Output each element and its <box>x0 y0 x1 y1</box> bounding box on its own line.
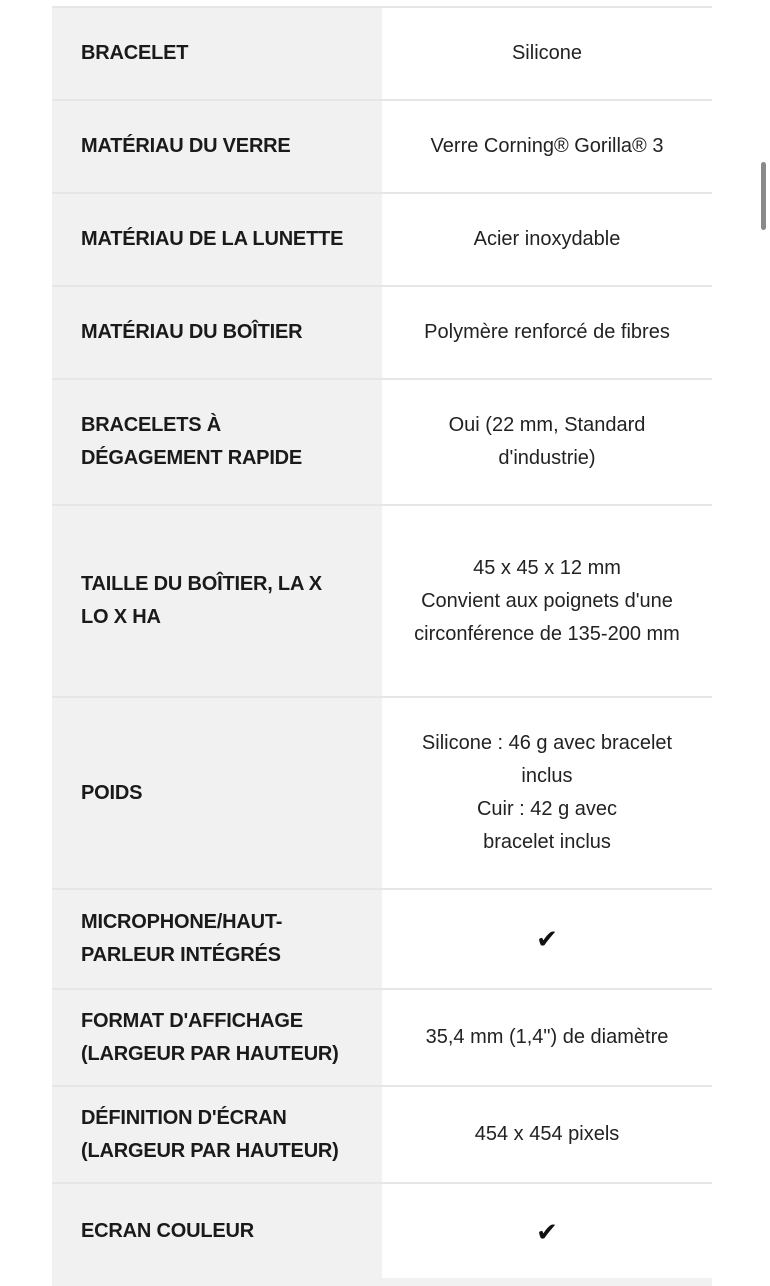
scrollbar-thumb[interactable] <box>761 162 766 230</box>
checkmark-icon: ✔ <box>536 1216 558 1247</box>
spec-label: POIDS <box>52 698 382 888</box>
spec-label: BRACELETS À DÉGAGEMENT RAPIDE <box>52 380 382 504</box>
spec-value-text: Verre Corning® Gorilla® 3 <box>430 135 664 157</box>
spec-row-bezel-material <box>52 194 712 287</box>
spec-row-display-size <box>52 990 712 1087</box>
spec-value-text: Acier inoxydable <box>473 228 621 250</box>
spec-value <box>382 698 712 888</box>
spec-value <box>382 990 712 1085</box>
spec-label: MATÉRIAU DU VERRE <box>52 101 382 192</box>
spec-row-display-resolution <box>52 1087 712 1184</box>
spec-label: FORMAT D'AFFICHAGE (LARGEUR PAR HAUTEUR) <box>52 990 382 1085</box>
spec-row-color-display <box>52 1184 712 1281</box>
spec-label: MATÉRIAU DU BOÎTIER <box>52 287 382 378</box>
spec-value <box>382 8 712 99</box>
specs-table <box>52 6 712 1281</box>
spec-row-mic-speaker <box>52 890 712 990</box>
spec-value-line: Silicone : 46 g avec bracelet inclus <box>421 732 673 787</box>
spec-value <box>382 380 712 504</box>
spec-label: DÉFINITION D'ÉCRAN (LARGEUR PAR HAUTEUR) <box>52 1087 382 1182</box>
spec-row-glass-material <box>52 101 712 194</box>
checkmark-icon: ✔ <box>536 924 558 954</box>
spec-value-text: 454 x 454 pixels <box>474 1123 620 1145</box>
spec-label: ECRAN COULEUR <box>52 1184 382 1279</box>
spec-value-text: Polymère renforcé de fibres <box>424 321 670 343</box>
spec-label: MICROPHONE/HAUT-PARLEUR INTÉGRÉS <box>52 890 382 988</box>
spec-label: TAILLE DU BOÎTIER, LA X LO X HA <box>52 506 382 696</box>
next-row-edge <box>52 1278 712 1286</box>
spec-value <box>382 101 712 192</box>
spec-value-line: Cuir : 42 g avec bracelet inclus <box>476 798 618 853</box>
spec-row-weight <box>52 698 712 890</box>
spec-value-text: 35,4 mm (1,4") de diamètre <box>425 1026 669 1048</box>
spec-label: MATÉRIAU DE LA LUNETTE <box>52 194 382 285</box>
spec-value <box>382 1184 712 1279</box>
spec-value <box>382 287 712 378</box>
spec-value <box>382 194 712 285</box>
spec-value-line: Convient aux poignets d'une circonférence de 135-200 mm <box>414 589 680 645</box>
spec-label: BRACELET <box>52 8 382 99</box>
spec-value <box>382 506 712 696</box>
spec-row-quick-release-bands <box>52 380 712 506</box>
spec-value <box>382 890 712 988</box>
spec-row-bracelet <box>52 8 712 101</box>
spec-value <box>382 1087 712 1182</box>
spec-value-line: 45 x 45 x 12 mm <box>473 556 621 579</box>
spec-row-case-material <box>52 287 712 380</box>
spec-value-text: Silicone <box>511 42 583 64</box>
spec-value-text: Oui (22 mm, Standard d'industrie) <box>448 414 646 469</box>
spec-row-case-size <box>52 506 712 698</box>
